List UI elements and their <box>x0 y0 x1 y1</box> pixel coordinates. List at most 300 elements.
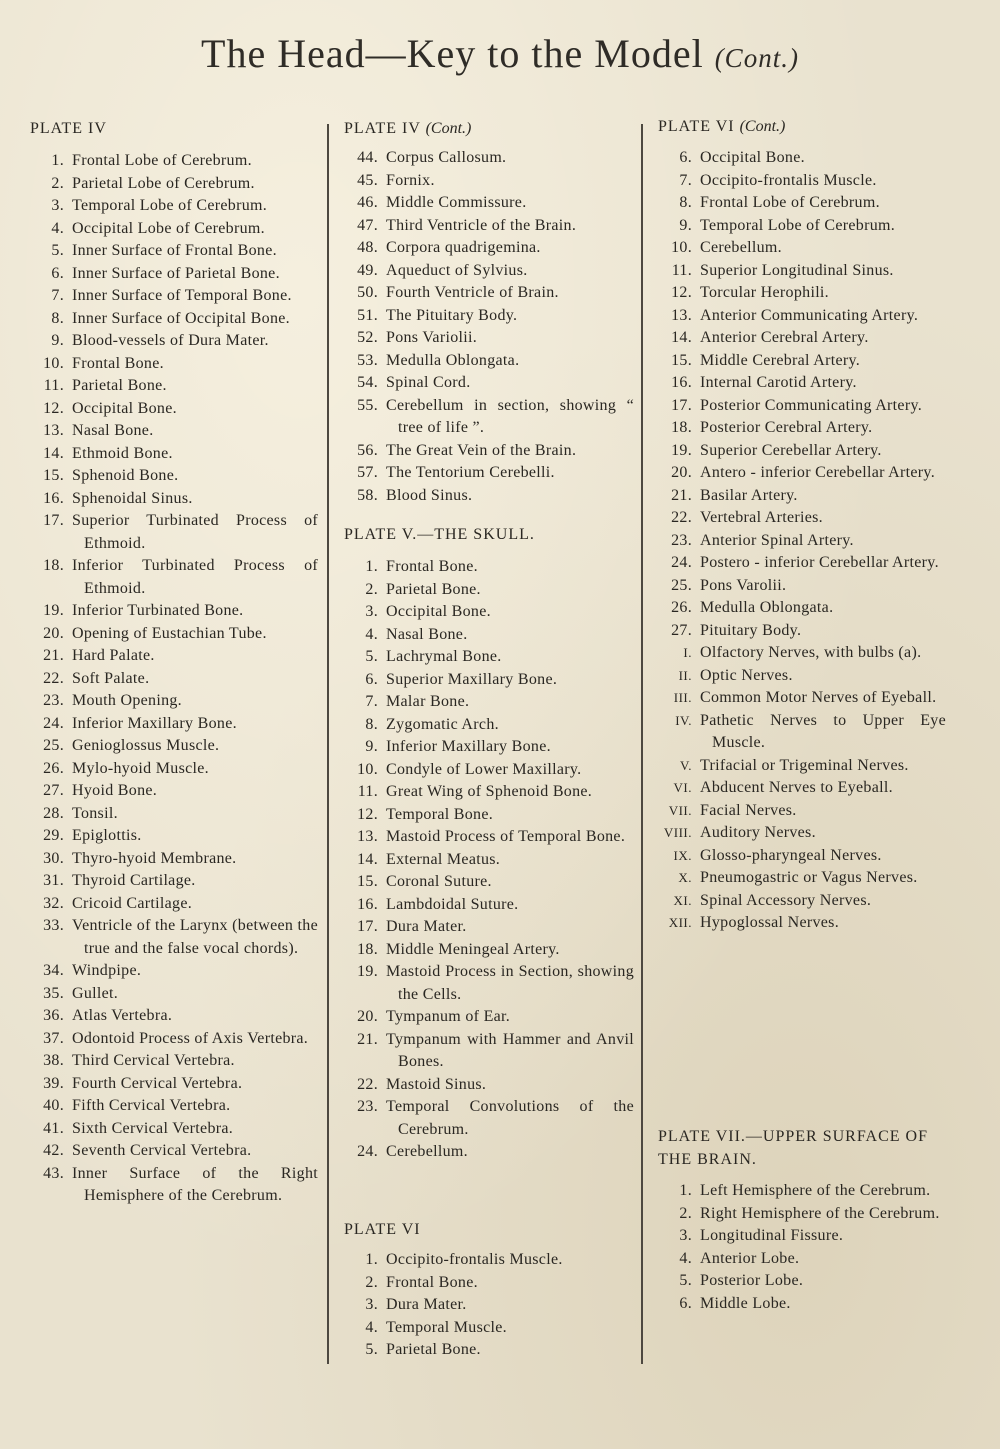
key-item-label: Dura Mater. <box>386 1296 467 1313</box>
key-item <box>658 260 946 283</box>
key-item <box>658 1293 946 1316</box>
key-item-label: Sixth Cervical Vertebra. <box>72 1119 234 1137</box>
key-item-number: 4. <box>365 625 378 643</box>
key-item <box>30 1005 318 1028</box>
key-item <box>30 398 318 421</box>
key-item-number: 42. <box>43 1142 64 1159</box>
key-item-label: Blood-vessels of Dura Mater. <box>72 332 269 349</box>
key-item-number: 14. <box>357 850 378 868</box>
key-item-number: 35. <box>43 984 64 1002</box>
key-item-label: Temporal Lobe of Cerebrum. <box>700 216 896 234</box>
key-item-label: Thyroid Cartilage. <box>72 872 196 889</box>
key-item-label: Olfactory Nerves, with bulbs (a). <box>700 644 922 661</box>
key-item <box>30 983 318 1006</box>
column-divider <box>327 124 329 1364</box>
plate-heading <box>658 1126 946 1171</box>
key-item-number: 19. <box>357 963 378 980</box>
key-item-number: 24. <box>671 554 692 571</box>
plate-heading-cont: (Cont.) <box>739 118 786 135</box>
key-item-label: Superior Turbinated Process of Ethmoid. <box>72 512 318 552</box>
key-item <box>30 645 318 668</box>
key-item-number: 7. <box>679 171 692 189</box>
key-item-number: 3. <box>679 1227 692 1244</box>
key-item <box>30 330 318 353</box>
key-item-label: Right Hemisphere of the Cerebrum. <box>700 1204 940 1222</box>
key-item-label: Inferior Maxillary Bone. <box>72 714 237 732</box>
key-item-label: Cerebellum. <box>386 1143 468 1160</box>
key-item-number: 28. <box>43 804 64 822</box>
key-item-number: 27. <box>671 621 692 639</box>
key-item-label: Middle Commissure. <box>386 194 527 211</box>
key-item <box>30 915 318 960</box>
key-item-label: Pathetic Nerves to Upper Eye Muscle. <box>700 711 946 751</box>
key-item-label: Inner Surface of Parietal Bone. <box>72 264 280 282</box>
key-item-label: Frontal Bone. <box>386 1273 478 1291</box>
key-item <box>344 736 634 759</box>
key-item <box>344 215 634 238</box>
key-item-number: 12. <box>671 284 692 301</box>
key-item <box>30 623 318 646</box>
key-item-label: Occipital Bone. <box>72 399 177 417</box>
key-item <box>30 1095 318 1118</box>
key-item <box>344 237 634 260</box>
key-item-number: 52. <box>357 329 378 346</box>
key-item-number: 23. <box>671 531 692 549</box>
key-item <box>658 507 946 530</box>
key-item-number: 2. <box>365 580 378 598</box>
key-item-number: III. <box>673 690 692 705</box>
key-item-number: 20. <box>357 1008 378 1025</box>
key-item-label: Ventricle of the Larynx (between the true and the false vocal chords). <box>72 917 318 957</box>
plate-heading-text: PLATE VI <box>658 118 735 135</box>
key-item-label: Inferior Turbinated Process of Ethmoid. <box>72 557 318 597</box>
key-item <box>658 327 946 350</box>
key-item-number: XII. <box>668 915 692 930</box>
key-item <box>344 759 634 782</box>
key-item <box>30 218 318 241</box>
key-item-number: 41. <box>43 1119 64 1137</box>
key-item-label: Internal Carotid Artery. <box>700 374 857 391</box>
key-item-label: Temporal Bone. <box>386 805 494 823</box>
key-item-number: 6. <box>365 670 378 688</box>
key-item-number: 1. <box>51 152 64 169</box>
plate-heading-text: PLATE IV <box>344 120 421 137</box>
key-item-number: 4. <box>365 1318 378 1336</box>
plate-heading <box>658 116 946 139</box>
key-item-label: Temporal Muscle. <box>386 1318 507 1336</box>
key-item-number: 51. <box>357 306 378 324</box>
key-item-number: VI. <box>673 780 692 795</box>
key-item-number: 45. <box>357 171 378 189</box>
key-item <box>30 870 318 893</box>
key-item <box>344 961 634 1006</box>
key-item <box>30 420 318 443</box>
key-item-number: 43. <box>43 1164 64 1182</box>
key-item <box>658 845 946 868</box>
key-item <box>30 1050 318 1073</box>
key-item-label: Condyle of Lower Maxillary. <box>386 760 582 778</box>
key-item <box>658 530 946 553</box>
key-item-label: Coronal Suture. <box>386 873 492 890</box>
key-list <box>658 147 946 935</box>
key-item <box>658 485 946 508</box>
key-item-number: 21. <box>43 647 64 664</box>
key-item-label: Hyoid Bone. <box>72 782 158 799</box>
key-item <box>658 282 946 305</box>
key-item <box>344 579 634 602</box>
key-item <box>30 1140 318 1163</box>
key-item-number: 36. <box>43 1007 64 1024</box>
key-item-number: 22. <box>671 509 692 526</box>
key-item <box>30 825 318 848</box>
key-list <box>344 1249 634 1362</box>
key-item <box>344 1339 634 1362</box>
key-item <box>344 781 634 804</box>
key-item-number: 14. <box>43 444 64 462</box>
key-item-label: Posterior Communicating Artery. <box>700 396 923 414</box>
key-item-number: 7. <box>51 287 64 304</box>
key-item-number: 22. <box>357 1075 378 1093</box>
key-item-label: Fourth Cervical Vertebra. <box>72 1074 243 1092</box>
key-item-label: Epiglottis. <box>72 827 142 844</box>
key-item-label: Fifth Cervical Vertebra. <box>72 1097 231 1114</box>
key-item-label: Mastoid Process in Section, showing the Cells. <box>386 963 634 1003</box>
key-item <box>344 260 634 283</box>
title-cont: (Cont.) <box>714 43 799 73</box>
key-item-label: Soft Palate. <box>72 669 150 687</box>
key-item <box>30 1163 318 1208</box>
key-item <box>344 1096 634 1141</box>
key-item-label: Anterior Cerebral Artery. <box>700 329 869 346</box>
key-item-number: 2. <box>365 1273 378 1291</box>
key-item-number: 53. <box>357 351 378 369</box>
plate-heading <box>344 1219 634 1242</box>
key-item <box>30 510 318 555</box>
key-item-number: 18. <box>357 940 378 958</box>
key-item-label: Tympanum of Ear. <box>386 1008 511 1025</box>
key-item-number: 23. <box>43 692 64 709</box>
key-item-number: 18. <box>43 557 64 574</box>
key-item-label: Gullet. <box>72 984 119 1002</box>
key-item <box>344 485 634 508</box>
key-item <box>344 871 634 894</box>
key-item-label: Middle Cerebral Artery. <box>700 351 861 369</box>
key-item-number: 27. <box>43 782 64 799</box>
key-item-label: Mastoid Process of Temporal Bone. <box>386 828 626 845</box>
key-item-number: 13. <box>671 306 692 324</box>
key-item <box>658 867 946 890</box>
key-item <box>30 173 318 196</box>
key-item-label: Tympanum with Hammer and Anvil Bones. <box>386 1030 634 1070</box>
key-item <box>30 240 318 263</box>
key-item-number: 5. <box>365 1341 378 1358</box>
key-item-number: 17. <box>357 918 378 935</box>
key-item-label: Zygomatic Arch. <box>386 715 499 733</box>
key-item <box>344 849 634 872</box>
key-item-label: The Great Vein of the Brain. <box>386 441 577 459</box>
key-item-number: 11. <box>43 377 64 394</box>
key-item-number: 5. <box>679 1272 692 1289</box>
key-item-number: 56. <box>357 441 378 459</box>
key-item-number: 55. <box>357 396 378 414</box>
key-item-number: 22. <box>43 669 64 687</box>
key-item-label: The Pituitary Body. <box>386 306 518 324</box>
key-item-number: VIII. <box>663 825 692 840</box>
key-item <box>344 170 634 193</box>
key-item-number: 5. <box>51 242 64 259</box>
key-item-label: Fornix. <box>386 171 435 189</box>
key-item-number: 31. <box>43 872 64 889</box>
key-item-label: Corpus Callosum. <box>386 149 507 166</box>
key-item <box>344 1074 634 1097</box>
key-item-label: Mylo-hyoid Muscle. <box>72 759 209 777</box>
key-item <box>658 552 946 575</box>
plate-heading-text: PLATE VI <box>344 1221 421 1238</box>
key-item-label: Parietal Bone. <box>386 580 481 598</box>
key-item-number: 8. <box>51 309 64 327</box>
key-item <box>30 893 318 916</box>
key-item <box>344 305 634 328</box>
key-item <box>30 195 318 218</box>
key-item <box>30 353 318 376</box>
key-item <box>344 1029 634 1074</box>
key-item-label: Left Hemisphere of the Cerebrum. <box>700 1182 931 1199</box>
key-item-number: 30. <box>43 849 64 867</box>
key-item <box>30 1073 318 1096</box>
key-item <box>30 375 318 398</box>
key-item-number: 16. <box>43 489 64 507</box>
key-item <box>344 826 634 849</box>
key-item-label: Middle Lobe. <box>700 1294 791 1312</box>
key-item-label: Posterior Lobe. <box>700 1272 804 1289</box>
key-item <box>658 440 946 463</box>
key-item-label: Occipito-frontalis Muscle. <box>386 1251 563 1268</box>
key-item <box>658 237 946 260</box>
key-item-label: Trifacial or Trigeminal Nerves. <box>700 756 909 774</box>
key-item-label: Corpora quadrigemina. <box>386 239 541 256</box>
key-item-number: 4. <box>679 1249 692 1267</box>
key-list <box>30 150 318 1208</box>
key-item <box>344 939 634 962</box>
key-item-number: 33. <box>43 917 64 934</box>
key-item-number: 25. <box>43 737 64 754</box>
key-item-number: 25. <box>671 576 692 594</box>
key-item-label: Anterior Spinal Artery. <box>700 531 854 549</box>
key-item-label: Pons Variolii. <box>386 329 478 346</box>
key-item-number: 29. <box>43 827 64 844</box>
key-item-number: 37. <box>43 1029 64 1047</box>
key-item <box>30 600 318 623</box>
key-item-label: Frontal Lobe of Cerebrum. <box>72 152 252 169</box>
key-item <box>344 192 634 215</box>
key-item <box>30 1118 318 1141</box>
key-item-number: 1. <box>679 1182 692 1199</box>
key-item-number: 12. <box>357 805 378 823</box>
key-item-number: X. <box>678 870 692 885</box>
key-list <box>344 147 634 507</box>
key-item-number: 10. <box>357 760 378 778</box>
key-item <box>658 777 946 800</box>
key-item-label: Temporal Lobe of Cerebrum. <box>72 197 268 214</box>
key-item-number: 18. <box>671 419 692 436</box>
key-item-number: 21. <box>357 1030 378 1048</box>
key-item <box>344 147 634 170</box>
key-item-label: Occipital Bone. <box>700 149 805 166</box>
key-item <box>658 395 946 418</box>
key-item-label: Inner Surface of Occipital Bone. <box>72 309 290 327</box>
key-item <box>658 305 946 328</box>
key-item-label: Frontal Bone. <box>72 354 164 372</box>
key-item <box>30 263 318 286</box>
key-item <box>30 690 318 713</box>
key-item-number: 15. <box>671 351 692 369</box>
key-item-label: Superior Longitudinal Sinus. <box>700 261 894 279</box>
key-item-number: 15. <box>357 873 378 890</box>
key-item-label: Nasal Bone. <box>72 422 154 439</box>
key-item-label: Vertebral Arteries. <box>700 509 823 526</box>
key-item <box>658 800 946 823</box>
key-item <box>658 575 946 598</box>
key-item-number: 58. <box>357 486 378 504</box>
key-item-number: 6. <box>679 1294 692 1312</box>
key-item <box>658 1203 946 1226</box>
key-item-number: 4. <box>51 219 64 237</box>
key-item-number: 24. <box>43 714 64 732</box>
key-item-label: Spinal Cord. <box>386 374 471 391</box>
key-item-label: Anterior Communicating Artery. <box>700 306 919 324</box>
key-item-number: 6. <box>679 149 692 166</box>
key-item-label: Spinal Accessory Nerves. <box>700 891 872 909</box>
key-item <box>30 285 318 308</box>
key-item <box>344 804 634 827</box>
key-item-number: IX. <box>673 847 692 863</box>
key-item <box>30 713 318 736</box>
key-item-label: Common Motor Nerves of Eyeball. <box>700 689 937 706</box>
key-item-label: Parietal Lobe of Cerebrum. <box>72 174 255 192</box>
key-item-label: Antero - inferior Cerebellar Artery. <box>700 464 935 481</box>
key-item-label: Posterior Cerebral Artery. <box>700 419 873 436</box>
key-item <box>344 669 634 692</box>
key-item-label: Basilar Artery. <box>700 486 798 504</box>
key-item <box>658 215 946 238</box>
key-item-number: 19. <box>671 441 692 459</box>
key-item-label: Lachrymal Bone. <box>386 648 502 665</box>
key-item-number: 2. <box>679 1204 692 1222</box>
key-item-number: 6. <box>51 264 64 282</box>
key-item <box>30 758 318 781</box>
key-item-label: Middle Meningeal Artery. <box>386 940 560 958</box>
key-item <box>344 894 634 917</box>
key-item-number: 26. <box>43 759 64 777</box>
key-item <box>30 780 318 803</box>
key-item <box>344 327 634 350</box>
plate-heading-cont: (Cont.) <box>425 120 472 137</box>
key-item <box>658 597 946 620</box>
plate-heading-text: PLATE VII.—UPPER SURFACE OF THE BRAIN. <box>658 1128 929 1168</box>
key-item <box>344 372 634 395</box>
key-item-label: Genioglossus Muscle. <box>72 737 220 754</box>
key-item <box>344 1294 634 1317</box>
title-main: The Head—Key to the Model <box>201 31 704 76</box>
key-item-number: 7. <box>365 693 378 710</box>
key-item <box>344 916 634 939</box>
key-item-label: Inner Surface of Frontal Bone. <box>72 242 277 259</box>
key-item <box>344 462 634 485</box>
key-item-number: 34. <box>43 962 64 979</box>
key-item-number: 16. <box>357 895 378 913</box>
key-item-number: 46. <box>357 194 378 211</box>
key-item-number: V. <box>680 757 692 773</box>
key-item-label: Auditory Nerves. <box>700 824 816 841</box>
key-item-number: 20. <box>671 464 692 481</box>
column-divider <box>641 124 643 1364</box>
key-item-label: Hard Palate. <box>72 647 155 664</box>
key-item-label: Cricoid Cartilage. <box>72 894 193 912</box>
key-item-number: 3. <box>365 1296 378 1313</box>
key-item-label: Third Ventricle of the Brain. <box>386 216 577 234</box>
key-item <box>658 620 946 643</box>
key-item-label: Glosso-pharyngeal Nerves. <box>700 846 882 864</box>
key-item-label: Abducent Nerves to Eyeball. <box>700 779 893 796</box>
key-item-label: Lambdoidal Suture. <box>386 895 519 913</box>
key-item <box>344 691 634 714</box>
key-item-number: 3. <box>365 603 378 620</box>
key-item-label: Parietal Bone. <box>386 1341 481 1358</box>
key-item-label: Pneumogastric or Vagus Nerves. <box>700 869 918 886</box>
key-item-label: Nasal Bone. <box>386 625 468 643</box>
key-item-label: The Tentorium Cerebelli. <box>386 464 555 481</box>
key-item <box>30 150 318 173</box>
key-item-label: Blood Sinus. <box>386 486 473 504</box>
key-item-number: 2. <box>51 174 64 192</box>
key-item <box>658 462 946 485</box>
key-item <box>344 282 634 305</box>
key-item-number: 20. <box>43 624 64 642</box>
key-item-label: Occipital Lobe of Cerebrum. <box>72 219 265 237</box>
key-item <box>344 1317 634 1340</box>
key-item-number: 32. <box>43 894 64 912</box>
key-item-number: 1. <box>365 558 378 575</box>
key-item-number: 12. <box>43 399 64 417</box>
key-item-label: Windpipe. <box>72 962 142 979</box>
key-item-label: Superior Maxillary Bone. <box>386 670 558 688</box>
key-item-label: Mouth Opening. <box>72 692 182 709</box>
key-item <box>658 350 946 373</box>
key-item-label: Malar Bone. <box>386 693 470 710</box>
key-list <box>344 556 634 1164</box>
key-item <box>658 192 946 215</box>
key-item-number: XI. <box>673 892 692 908</box>
key-item <box>30 308 318 331</box>
key-item-number: 48. <box>357 239 378 256</box>
key-item-label: Sphenoidal Sinus. <box>72 489 193 507</box>
key-item <box>658 417 946 440</box>
key-item-number: 24. <box>357 1143 378 1160</box>
key-item-number: 13. <box>357 828 378 845</box>
key-item-number: 50. <box>357 284 378 301</box>
key-item-label: Odontoid Process of Axis Vertebra. <box>72 1029 309 1047</box>
key-item <box>30 668 318 691</box>
key-item <box>658 1248 946 1271</box>
key-item <box>344 714 634 737</box>
key-item-label: Atlas Vertebra. <box>72 1007 173 1024</box>
key-item-number: 17. <box>43 512 64 529</box>
key-item-number: II. <box>678 667 692 683</box>
key-item-number: 3. <box>51 197 64 214</box>
key-item-label: Frontal Lobe of Cerebrum. <box>700 194 880 211</box>
key-item <box>658 912 946 935</box>
key-item <box>658 665 946 688</box>
